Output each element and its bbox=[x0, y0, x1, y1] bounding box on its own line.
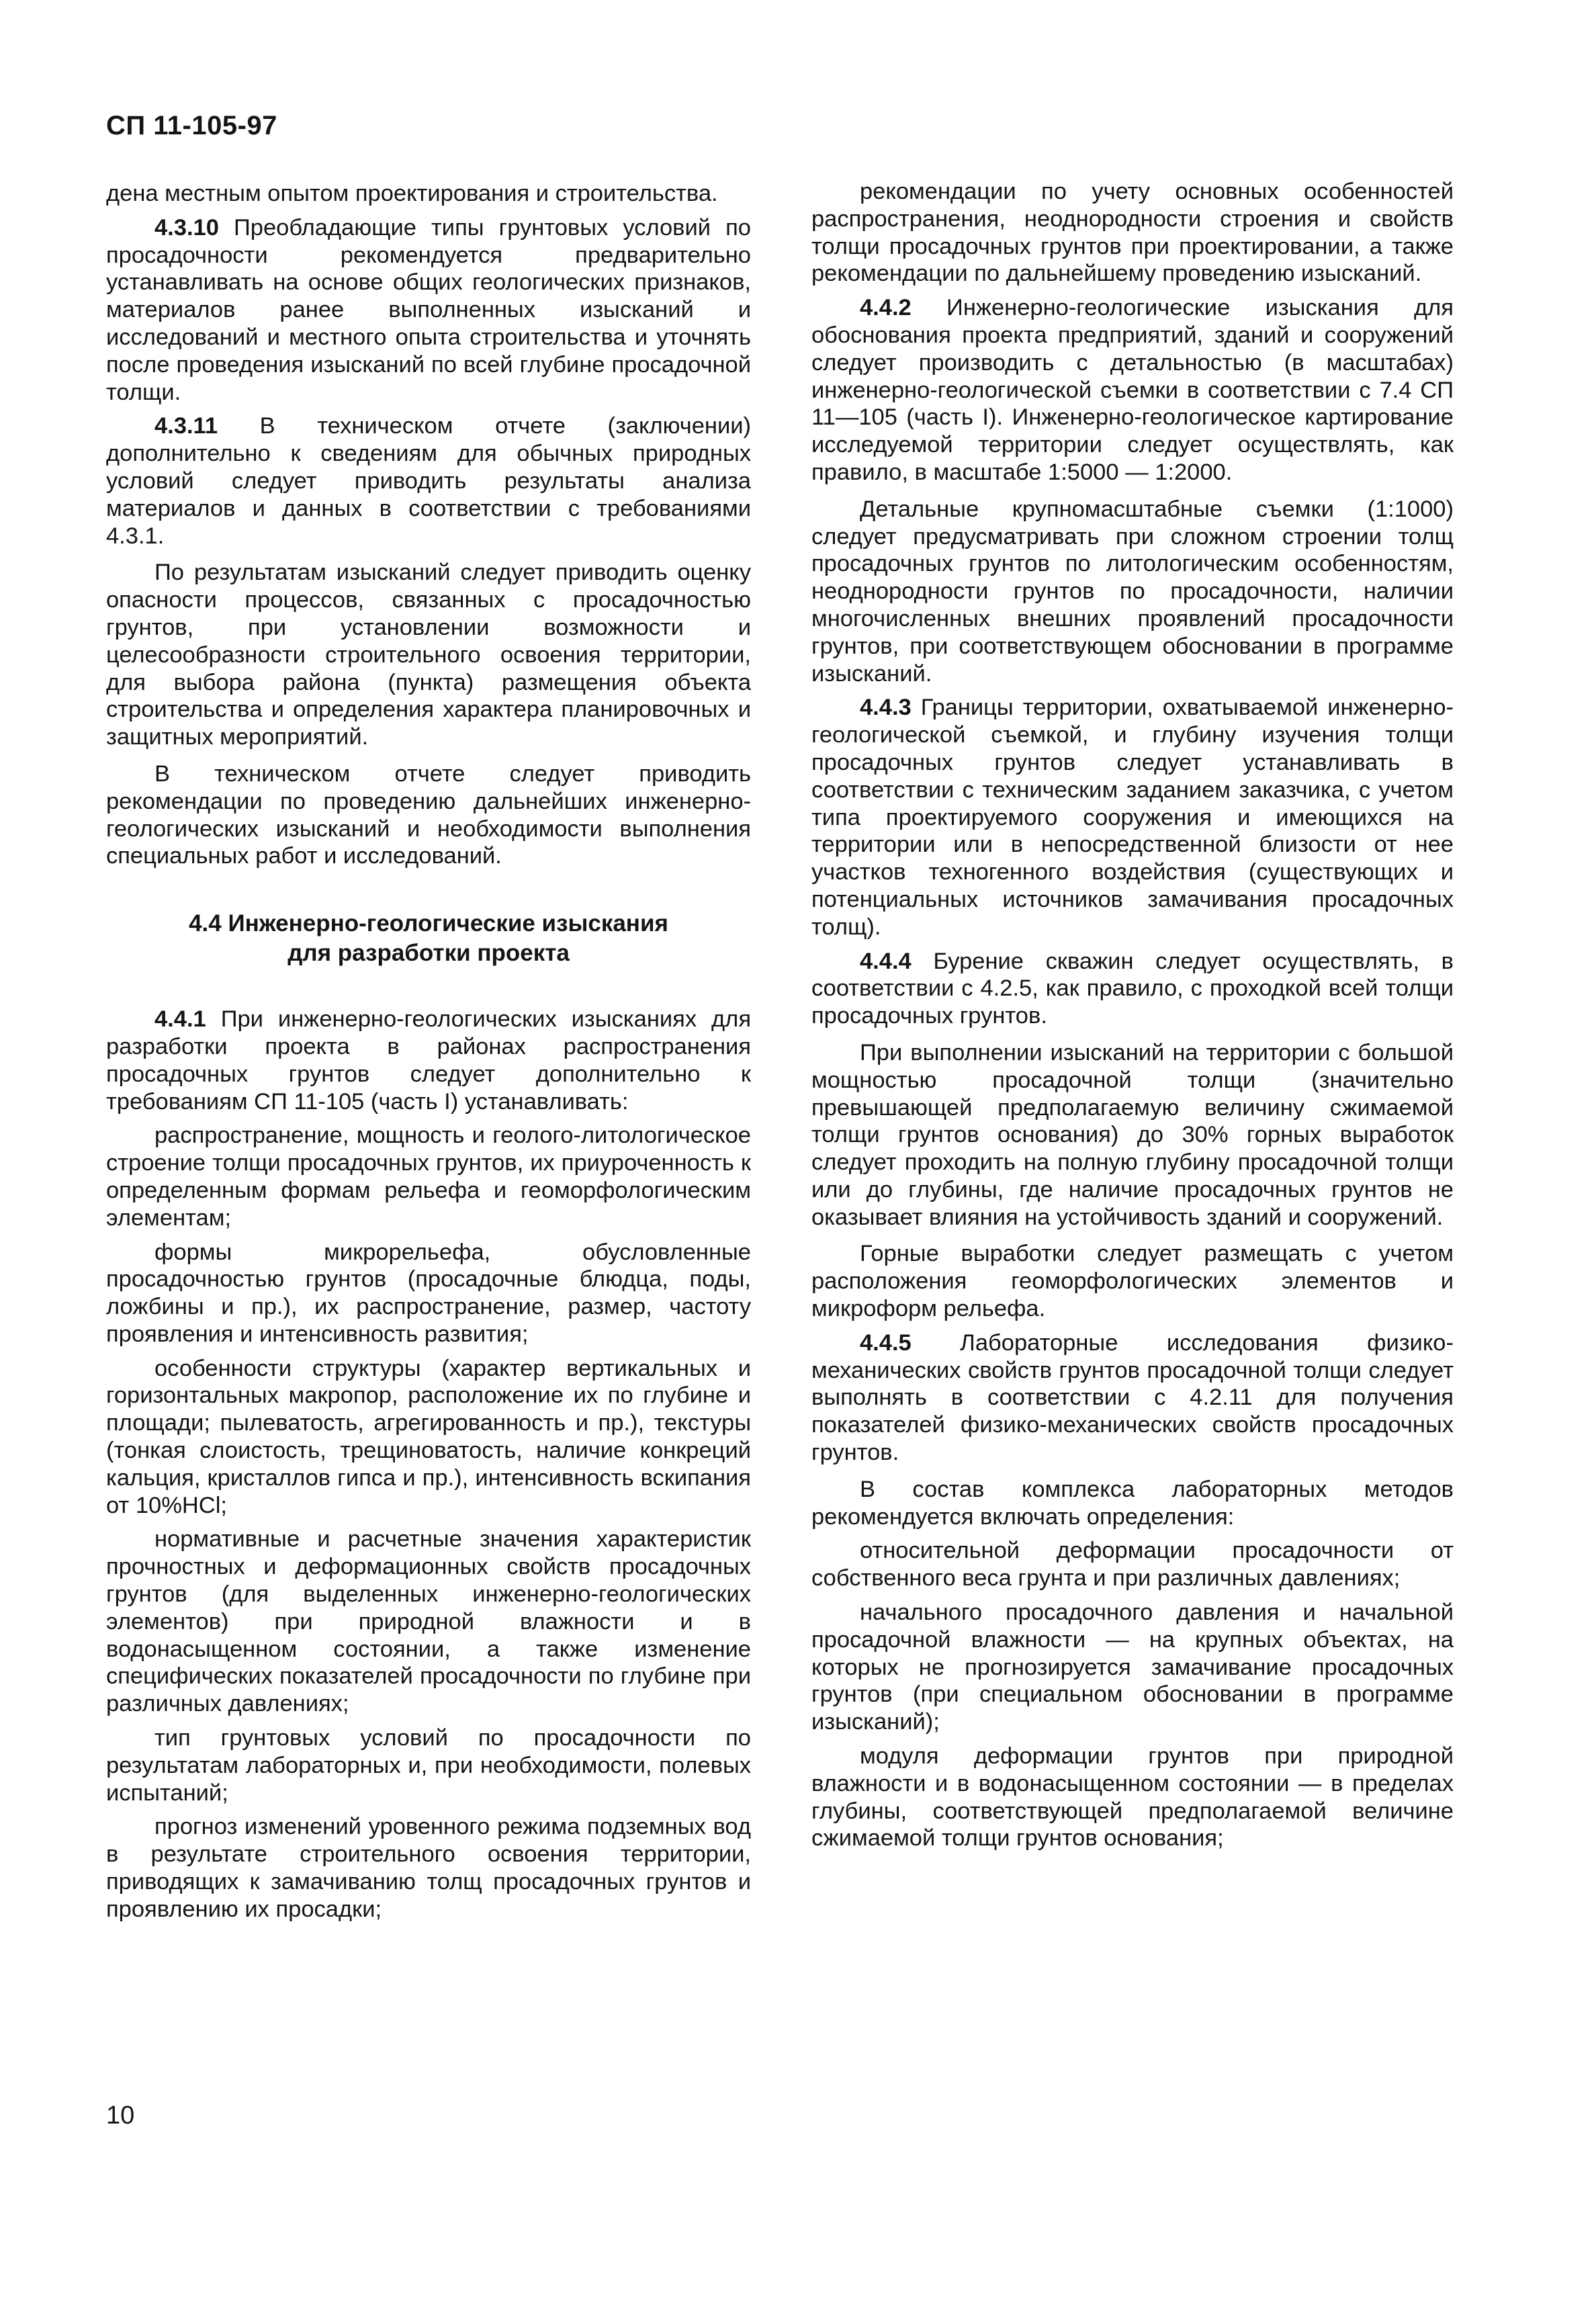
left-column bbox=[106, 180, 751, 1930]
paragraph: В техническом отчете следует приводить рекомендации по проведению дальнейших инженерно-геологических изысканий и необходимости выполнения специальных работ и исследований. bbox=[106, 760, 751, 869]
paragraph: Горные выработки следует размещать с учетом расположения геоморфологических элементов и микроформ рельефа. bbox=[811, 1241, 1454, 1322]
clause-4-3-10 bbox=[106, 214, 751, 406]
clause-4-4-4 bbox=[811, 948, 1454, 1030]
clause-text: Преобладающие типы грунтовых условий по просадочности рекомендуется предварительно устанавливать на основе общих геологических признаков, материалов ранее выполненных изысканий и исследований и местного опыта строительства и уточнять после проведения изысканий по всей глубине просадочной толщи. bbox=[106, 214, 751, 405]
clause-4-4-3 bbox=[811, 694, 1454, 941]
paragraph: В состав комплекса лабораторных методов рекомендуется включать определения: bbox=[811, 1476, 1454, 1530]
clause-text: При инженерно-геологических изысканиях для разработки проекта в районах распространения просадочных грунтов следует дополнительно к требованиям СП 11-105 (часть I) устанавливать: bbox=[106, 1006, 751, 1115]
clause-number: 4.4.3 bbox=[860, 695, 912, 721]
section-heading-line: 4.4 Инженерно-геологические изыскания bbox=[189, 910, 668, 937]
clause-4-4-5 bbox=[811, 1329, 1454, 1467]
list-paragraph: формы микрорельефа, обусловленные просадочностью грунтов (просадочные блюдца, поды, ложбины и пр.), их распространение, размер, частоту проявления и интенсивность развития; bbox=[106, 1239, 751, 1347]
clause-number: 4.4.2 bbox=[860, 295, 912, 321]
clause-number: 4.3.11 bbox=[154, 413, 218, 439]
paragraph: По результатам изысканий следует приводить оценку опасности процессов, связанных с просадочностью грунтов, при установлении возможности и целесообразности строительного освоения территории, для выбора района (пункта) размещения объекта строительства и определения характера планировочных и защитных мероприятий. bbox=[106, 560, 751, 750]
document-code-header: СП 11-105-97 bbox=[106, 111, 277, 140]
right-column bbox=[811, 178, 1454, 1859]
clause-number: 4.4.5 bbox=[860, 1329, 912, 1356]
list-paragraph: начального просадочного давления и начальной просадочной влажности — на крупных объектах, на которых не прогнозируется замачивание просадочных грунтов (при специальном обосновании в программе изысканий); bbox=[811, 1600, 1454, 1735]
list-paragraph: прогноз изменений уровенного режима подземных вод в результате строительного освоения территории, приводящих к замачиванию толщ просадочных грунтов и проявлению их просадки; bbox=[106, 1814, 751, 1922]
list-paragraph: распространение, мощность и геолого-литологическое строение толщи просадочных грунтов, их приуроченность к определенным формам рельефа и геоморфологическим элементам; bbox=[106, 1123, 751, 1231]
list-paragraph: модуля деформации грунтов при природной влажности и в водонасыщенном состоянии — в пределах глубины, соответствующей предполагаемой величине сжимаемой толщи грунтов основания; bbox=[811, 1743, 1454, 1851]
clause-4-4-2 bbox=[811, 294, 1454, 486]
paragraph: Детальные крупномасштабные съемки (1:1000) следует предусматривать при сложном строении толщ просадочных грунтов по литологическим особенностям, неоднородности грунтов по просадочности, наличии многочисленных внешних проявлений просадочности грунтов, при соответствующем обосновании в программе изысканий. bbox=[811, 496, 1454, 687]
clause-number: 4.4.1 bbox=[154, 1006, 206, 1033]
page-number: 10 bbox=[106, 2101, 135, 2130]
list-paragraph: рекомендации по учету основных особенностей распространения, неоднородности строения и свойств толщи просадочных грунтов при проектировании, а также рекомендации по дальнейшему проведению изысканий. bbox=[811, 179, 1454, 287]
clause-4-3-11 bbox=[106, 412, 751, 550]
paragraph: дена местным опытом проектирования и строительства. bbox=[106, 181, 718, 206]
list-paragraph: тип грунтовых условий по просадочности по результатам лабораторных и, при необходимости, полевых испытаний; bbox=[106, 1725, 751, 1806]
section-heading-4-4 bbox=[106, 909, 751, 968]
list-paragraph: относительной деформации просадочности от собственного веса грунта и при различных давлениях; bbox=[811, 1538, 1454, 1591]
list-paragraph: особенности структуры (характер вертикальных и горизонтальных макропор, расположение их по глубине и площади; пылеватость, агрегированность и пр.), текстуры (тонкая слоистость, трещиноватость, наличие конкреций кальция, кристаллов гипса и пр.), интенсивность вскипания от 10%HCl; bbox=[106, 1355, 751, 1518]
clause-text: Границы территории, охватываемой инженерно-геологической съемкой, и глубину изучения толщи просадочных грунтов следует устанавливать в соответствии с техническим заданием заказчика, с учетом типа проектируемого сооружения и имеющихся на территории или в непосредственной близости от нее участков техногенного воздействия (существующих и потенциальных источников замачивания просадочных толщ). bbox=[811, 695, 1454, 940]
clause-number: 4.4.4 bbox=[860, 948, 912, 974]
clause-text: Инженерно-геологические изыскания для обоснования проекта предприятий, зданий и сооружений следует производить с детальностью (в масштабах) инженерно-геологической съемки в соответствии с 7.4 СП 11—105 (часть I). Инженерно-геологическое картирование исследуемой территории следует осуществлять, как правило, в масштабе 1:5000 — 1:2000. bbox=[811, 295, 1454, 485]
clause-text: В техническом отчете (заключении) дополнительно к сведениям для обычных природных условий следует приводить результаты анализа материалов и данных в соответствии с требованиями 4.3.1. bbox=[106, 413, 751, 549]
clause-text: Лабораторные исследования физико-механических свойств грунтов просадочной толщи следует выполнять в соответствии с 4.2.11 для получения показателей физико-механических свойств просадочных грунтов. bbox=[811, 1329, 1454, 1466]
clause-text: Бурение скважин следует осуществлять, в соответствии с 4.2.5, как правило, с проходкой всей толщи просадочных грунтов. bbox=[811, 948, 1454, 1029]
list-paragraph: нормативные и расчетные значения характеристик прочностных и деформационных свойств просадочных грунтов (для выделенных инженерно-геологических элементов) при природной влажности и в водонасыщенном состоянии, а также изменение специфических показателей просадочности по глубине при различных давлениях; bbox=[106, 1526, 751, 1717]
clause-4-4-1 bbox=[106, 1006, 751, 1115]
section-heading-line: для разработки проекта bbox=[287, 940, 570, 967]
clause-number: 4.3.10 bbox=[154, 214, 219, 241]
paragraph: При выполнении изысканий на территории с большой мощностью просадочной толщи (значительно превышающей предполагаемую величину сжимаемой толщи грунтов основания) до 30% горных выработок следует проходить на полную глубину просадочной толщи или до глубины, где наличие просадочных грунтов не оказывает влияния на устойчивость зданий и сооружений. bbox=[811, 1039, 1454, 1230]
